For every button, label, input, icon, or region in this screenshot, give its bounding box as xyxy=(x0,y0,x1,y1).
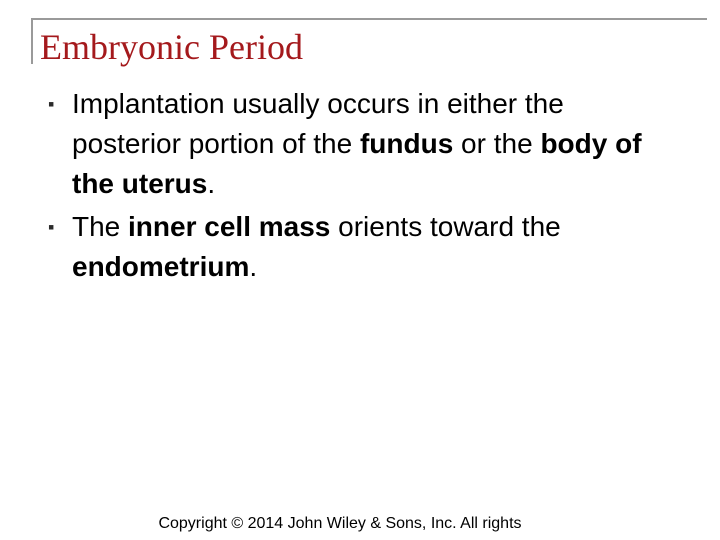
bullet-bold-term: inner cell mass xyxy=(128,211,331,242)
title-frame-left-rule xyxy=(31,18,33,64)
bullet-text-segment: or the xyxy=(453,128,541,159)
bullet-text xyxy=(72,88,642,199)
bullet-text-segment: . xyxy=(249,251,258,282)
bullet-item xyxy=(48,207,658,287)
square-bullet-icon: ▪ xyxy=(48,217,55,237)
bullet-text-segment: orients toward the xyxy=(330,211,561,242)
bullet-text xyxy=(72,211,561,282)
title-frame-top-rule xyxy=(31,18,707,20)
bullet-text-segment: . xyxy=(207,168,216,199)
bullet-bold-term: fundus xyxy=(359,128,454,159)
bullet-text-segment: Implantation usually occurs in either the posterior portion of the xyxy=(72,88,564,159)
copyright-footer: Copyright © 2014 John Wiley & Sons, Inc. All rights xyxy=(158,515,522,532)
bullet-bold-term: body of the uterus xyxy=(72,128,642,199)
slide-title: Embryonic Period xyxy=(40,27,303,67)
bullet-list xyxy=(48,84,658,290)
square-bullet-icon: ▪ xyxy=(48,94,55,114)
bullet-text-segment: The xyxy=(72,211,129,242)
bullet-bold-term: endometrium xyxy=(72,251,250,282)
bullet-item xyxy=(48,84,658,204)
